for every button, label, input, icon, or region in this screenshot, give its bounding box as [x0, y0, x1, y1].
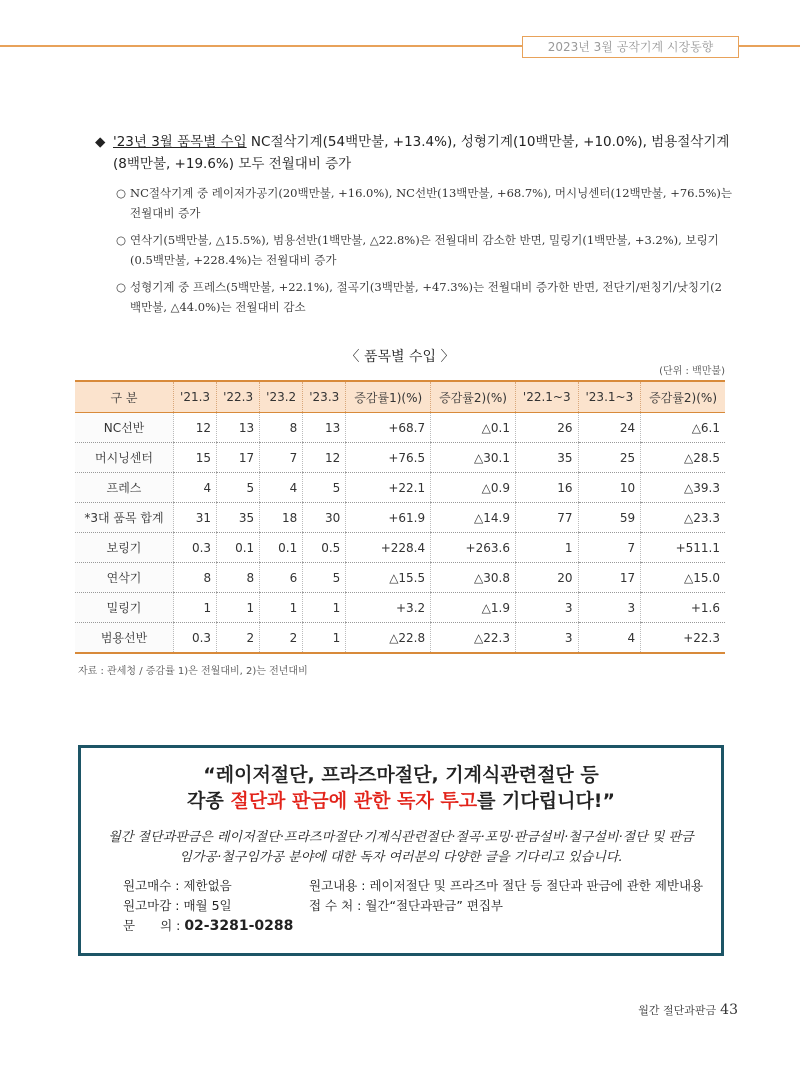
section-header-tab: 2023년 3월 공작기계 시장동향 — [522, 36, 739, 58]
table-cell: 0.1 — [260, 533, 303, 563]
contact-phone[interactable]: 02-3281-0288 — [184, 918, 294, 934]
table-row — [75, 623, 725, 654]
table-cell: △22.3 — [431, 623, 516, 654]
table-cell: 35 — [217, 503, 260, 533]
diamond-bullet-icon: ◆ — [95, 134, 106, 150]
column-header: 증감률2)(%) — [641, 381, 725, 413]
table-cell: 18 — [260, 503, 303, 533]
table-cell: △28.5 — [641, 443, 725, 473]
table-cell: 6 — [260, 563, 303, 593]
list-item — [116, 183, 732, 223]
table-cell: 0.5 — [303, 533, 346, 563]
table-cell: 4 — [174, 473, 217, 503]
table-cell: +68.7 — [346, 413, 431, 443]
table-cell: +3.2 — [346, 593, 431, 623]
import-table — [75, 380, 725, 654]
table-title: 〈 품목별 수입 〉 — [345, 349, 455, 365]
table-cell: 1 — [303, 593, 346, 623]
table-cell: 13 — [217, 413, 260, 443]
table-cell: 12 — [303, 443, 346, 473]
column-header: '23.3 — [303, 381, 346, 413]
table-row — [75, 443, 725, 473]
table-cell: 3 — [515, 593, 578, 623]
table-cell: 77 — [515, 503, 578, 533]
circle-bullet-icon: ○ — [116, 186, 127, 200]
notice-description — [91, 828, 711, 868]
table-cell: 17 — [217, 443, 260, 473]
table-cell: 59 — [578, 503, 641, 533]
table-cell: 7 — [578, 533, 641, 563]
table-unit: (단위 : 백만불) — [659, 366, 725, 377]
table-cell: 35 — [515, 443, 578, 473]
table-cell: 5 — [217, 473, 260, 503]
table-cell: 10 — [578, 473, 641, 503]
info-deadline: 원고마감 : 매월 5일 — [123, 898, 232, 913]
footer-magazine: 월간 절단과판금 — [638, 1004, 717, 1017]
table-cell: 1 — [174, 593, 217, 623]
table-cell: +76.5 — [346, 443, 431, 473]
table-cell: 13 — [303, 413, 346, 443]
info-manuscript-length: 원고매수 : 제한없음 — [123, 878, 232, 893]
table-cell: 1 — [260, 593, 303, 623]
bullet-text: NC절삭기계 중 레이저가공기(20백만불, +16.0%), NC선반(13백만불, +68.7%), 머시닝센터(12백만불, +76.5%)는 전월대비 증가 — [130, 186, 732, 220]
table-cell: 15 — [174, 443, 217, 473]
row-label: 연삭기 — [75, 563, 174, 593]
table-cell: 5 — [303, 473, 346, 503]
table-cell: +61.9 — [346, 503, 431, 533]
table-cell: 0.1 — [217, 533, 260, 563]
table-cell: △14.9 — [431, 503, 516, 533]
table-cell: △30.1 — [431, 443, 516, 473]
table-cell: 26 — [515, 413, 578, 443]
column-header: '23.1~3 — [578, 381, 641, 413]
table-cell: △6.1 — [641, 413, 725, 443]
column-header: 증감률2)(%) — [431, 381, 516, 413]
circle-bullet-icon: ○ — [116, 280, 127, 294]
table-cell: 1 — [303, 623, 346, 654]
row-label: *3대 품목 합계 — [75, 503, 174, 533]
table-cell: 8 — [174, 563, 217, 593]
table-cell: 1 — [515, 533, 578, 563]
table-cell: 0.3 — [174, 623, 217, 654]
page-number: 43 — [720, 1002, 738, 1018]
notice-info-left — [123, 876, 293, 936]
list-item — [116, 277, 732, 317]
headline-prefix: 각종 — [187, 790, 231, 812]
table-cell: △22.8 — [346, 623, 431, 654]
table-cell: △0.1 — [431, 413, 516, 443]
table-cell: △30.8 — [431, 563, 516, 593]
table-cell: 20 — [515, 563, 578, 593]
list-item — [116, 230, 732, 270]
table-cell: 4 — [578, 623, 641, 654]
table-cell: 2 — [260, 623, 303, 654]
column-header: 구 분 — [75, 381, 174, 413]
table-cell: △15.5 — [346, 563, 431, 593]
info-content: 원고내용 : 레이저절단 및 프라즈마 절단 등 절단과 판금에 관한 제반내용 — [309, 878, 704, 893]
notice-headline-1: “레이저절단, 프라즈마절단, 기계식관련절단 등 — [203, 764, 599, 786]
table-body — [75, 413, 725, 654]
notice-headline-2 — [81, 786, 721, 813]
summary-text: NC절삭기계(54백만불, +13.4%), 성형기계(10백만불, +10.0%), 범용절삭기계 (8백만불, +19.6%) 모두 전월대비 증가 — [113, 134, 730, 172]
table-cell: 25 — [578, 443, 641, 473]
info-contact — [123, 916, 293, 936]
contact-label: 문 의 : — [123, 918, 185, 933]
bullet-text: 성형기계 중 프레스(5백만불, +22.1%), 절곡기(3백만불, +47.3%)는 전월대비 증가한 반면, 전단기/펀칭기/낫칭기(2백만불, △44.0%)는 전월대비 감소 — [130, 280, 722, 314]
table-cell: +228.4 — [346, 533, 431, 563]
row-label: 범용선반 — [75, 623, 174, 654]
table-cell: +1.6 — [641, 593, 725, 623]
table-row — [75, 563, 725, 593]
row-label: 프레스 — [75, 473, 174, 503]
table-cell: 31 — [174, 503, 217, 533]
table-cell: +263.6 — [431, 533, 516, 563]
table-cell: +22.1 — [346, 473, 431, 503]
table-cell: △15.0 — [641, 563, 725, 593]
table-cell: 4 — [260, 473, 303, 503]
submission-notice-box — [78, 745, 724, 956]
table-cell: 1 — [217, 593, 260, 623]
row-label: NC선반 — [75, 413, 174, 443]
table-cell: 0.3 — [174, 533, 217, 563]
row-label: 보링기 — [75, 533, 174, 563]
table-row — [75, 413, 725, 443]
table-cell: +511.1 — [641, 533, 725, 563]
row-label: 밀링기 — [75, 593, 174, 623]
table-cell: 8 — [260, 413, 303, 443]
table-cell: 7 — [260, 443, 303, 473]
description-line: 월간 절단과판금은 레이저절단·프라즈마절단·기계식관련절단·절곡·포밍·판금설비·철구설비·절단 및 판금 — [108, 830, 694, 845]
headline-suffix: 를 기다립니다!” — [477, 790, 615, 812]
table-source-note: 자료 : 관세청 / 증감률 1)은 전월대비, 2)는 전년대비 — [78, 666, 308, 677]
table-header-row — [75, 381, 725, 413]
table-cell: 8 — [217, 563, 260, 593]
table-cell: △0.9 — [431, 473, 516, 503]
table-cell: 5 — [303, 563, 346, 593]
table-cell: 2 — [217, 623, 260, 654]
table-cell: 24 — [578, 413, 641, 443]
circle-bullet-icon: ○ — [116, 233, 127, 247]
page-footer — [638, 1002, 738, 1018]
table-cell: △39.3 — [641, 473, 725, 503]
table-cell: 3 — [578, 593, 641, 623]
row-label: 머시닝센터 — [75, 443, 174, 473]
notice-info-right — [309, 876, 703, 916]
table-row — [75, 533, 725, 563]
column-header: '23.2 — [260, 381, 303, 413]
table-cell: 3 — [515, 623, 578, 654]
column-header: 증감률1)(%) — [346, 381, 431, 413]
table-row — [75, 593, 725, 623]
table-cell: 16 — [515, 473, 578, 503]
summary-lead: '23년 3월 품목별 수입 — [113, 134, 247, 150]
table-cell: △1.9 — [431, 593, 516, 623]
table-row — [75, 503, 725, 533]
table-cell: 12 — [174, 413, 217, 443]
column-header: '22.3 — [217, 381, 260, 413]
bullet-text: 연삭기(5백만불, △15.5%), 범용선반(1백만불, △22.8%)은 전월대비 감소한 반면, 밀링기(1백만불, +3.2%), 보링기(0.5백만불, +228.4%)는 전월대비 증가 — [130, 233, 719, 267]
table-cell: 17 — [578, 563, 641, 593]
description-line: 임가공·철구임가공 분야에 대한 독자 여러분의 다양한 글을 기다리고 있습니다. — [179, 850, 623, 865]
table-cell: △23.3 — [641, 503, 725, 533]
column-header: '21.3 — [174, 381, 217, 413]
column-header: '22.1~3 — [515, 381, 578, 413]
summary-paragraph — [95, 131, 735, 175]
table-cell: 30 — [303, 503, 346, 533]
table-cell: +22.3 — [641, 623, 725, 654]
info-reception: 접 수 처 : 월간“절단과판금” 편집부 — [309, 898, 504, 913]
table-row — [75, 473, 725, 503]
headline-highlight: 절단과 판금에 관한 독자 투고 — [230, 790, 478, 812]
bullet-list — [116, 183, 732, 324]
